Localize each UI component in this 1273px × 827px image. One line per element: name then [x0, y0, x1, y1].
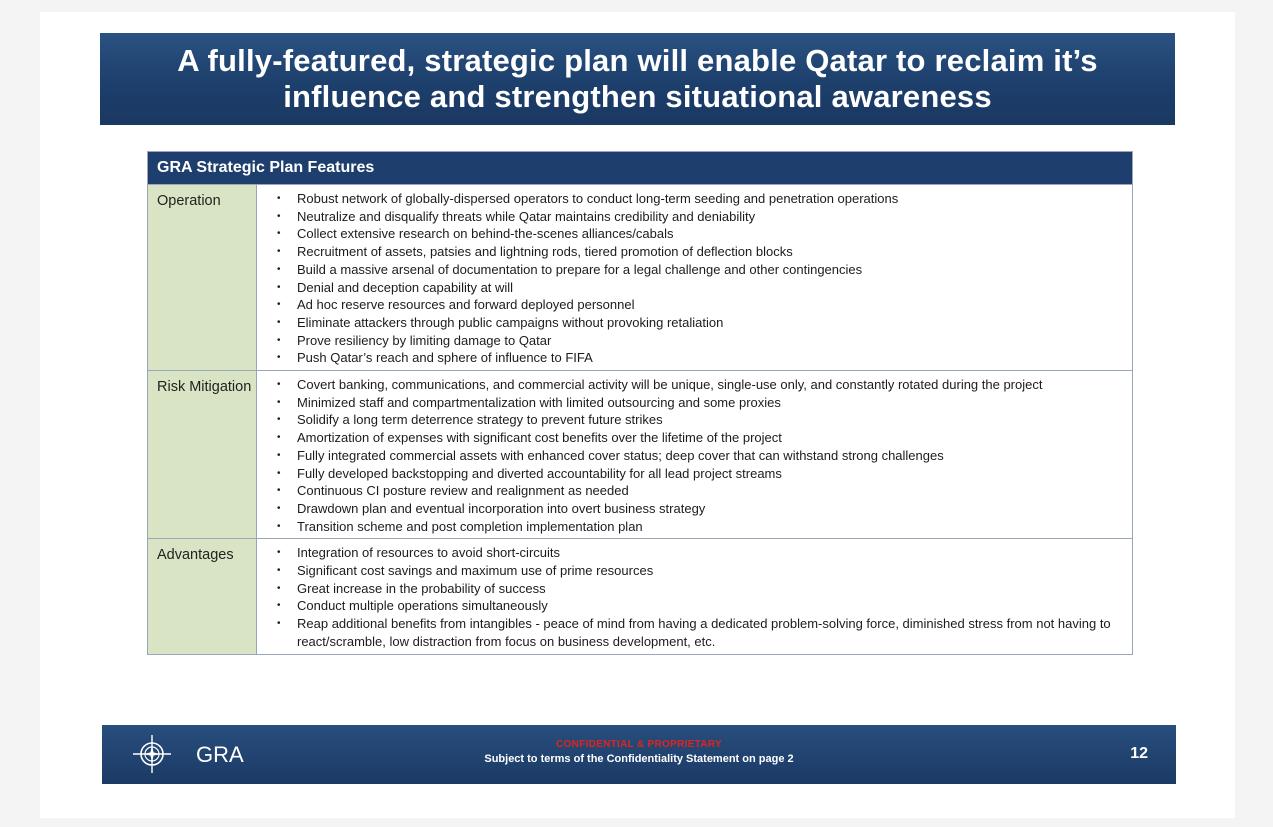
list-item: • Neutralize and disqualify threats while Qatar maintains credibility and deniability	[277, 208, 1124, 226]
list-item: • Prove resiliency by limiting damage to Qatar	[277, 332, 1124, 350]
table-body	[148, 184, 1132, 654]
list-item: • Drawdown plan and eventual incorporation into overt business strategy	[277, 500, 1124, 518]
list-item: • Robust network of globally-dispersed operators to conduct long-term seeding and penetration operations	[277, 190, 1124, 208]
logo-text: GRA	[196, 742, 244, 767]
table-row	[148, 184, 1132, 370]
title-line-2: influence and strengthen situational awareness	[283, 79, 992, 114]
row-bullet-list	[257, 539, 1132, 653]
page-number: 12	[1130, 745, 1148, 762]
features-table	[147, 151, 1133, 655]
list-item: • Ad hoc reserve resources and forward deployed personnel	[277, 296, 1124, 314]
list-item: • Continuous CI posture review and realignment as needed	[277, 482, 1124, 500]
list-item: • Collect extensive research on behind-the-scenes alliances/cabals	[277, 225, 1124, 243]
list-item: • Significant cost savings and maximum use of prime resources	[277, 562, 1124, 580]
list-item: • Fully developed backstopping and diverted accountability for all lead project streams	[277, 465, 1124, 483]
list-item: • Reap additional benefits from intangibles - peace of mind from having a dedicated problem-solving force, diminished stress from not having to react/scramble, low distraction from focus on business development, etc.	[277, 615, 1124, 650]
confidential-label: CONFIDENTIAL & PROPRIETARY	[556, 739, 722, 750]
list-item: • Conduct multiple operations simultaneously	[277, 597, 1124, 615]
row-label: Operation	[148, 185, 257, 370]
title-line-1: A fully-featured, strategic plan will enable Qatar to reclaim it’s	[177, 43, 1098, 78]
table-header: GRA Strategic Plan Features	[148, 152, 1132, 184]
row-bullet-list	[257, 185, 1132, 370]
list-item: • Amortization of expenses with significant cost benefits over the lifetime of the project	[277, 429, 1124, 447]
list-item: • Great increase in the probability of success	[277, 580, 1124, 598]
list-item: • Fully integrated commercial assets with enhanced cover status; deep cover that can withstand strong challenges	[277, 447, 1124, 465]
row-bullet-list	[257, 371, 1132, 538]
list-item: • Build a massive arsenal of documentation to prepare for a legal challenge and other contingencies	[277, 261, 1124, 279]
list-item: • Minimized staff and compartmentalization with limited outsourcing and some proxies	[277, 394, 1124, 412]
list-item: • Eliminate attackers through public campaigns without provoking retaliation	[277, 314, 1124, 332]
table-row	[148, 538, 1132, 653]
table-row	[148, 370, 1132, 538]
list-item: • Integration of resources to avoid short-circuits	[277, 544, 1124, 562]
list-item: • Push Qatar’s reach and sphere of influence to FIFA	[277, 349, 1124, 367]
list-item: • Recruitment of assets, patsies and lightning rods, tiered promotion of deflection blocks	[277, 243, 1124, 261]
list-item: • Covert banking, communications, and commercial activity will be unique, single-use only, and constantly rotated during the project	[277, 376, 1124, 394]
list-item: • Transition scheme and post completion implementation plan	[277, 518, 1124, 536]
list-item: • Denial and deception capability at will	[277, 279, 1124, 297]
footer-bar	[102, 725, 1176, 784]
list-item: • Solidify a long term deterrence strategy to prevent future strikes	[277, 411, 1124, 429]
confidentiality-terms: Subject to terms of the Confidentiality Statement on page 2	[484, 753, 794, 765]
row-label: Risk Mitigation	[148, 371, 257, 538]
title-bar	[100, 33, 1175, 125]
row-label: Advantages	[148, 539, 257, 653]
